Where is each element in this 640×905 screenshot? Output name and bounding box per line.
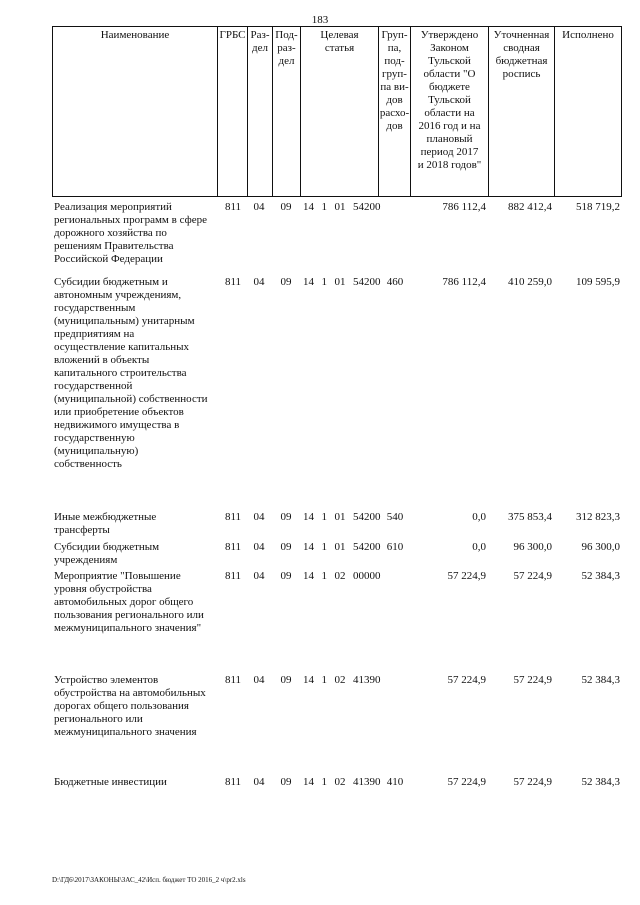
row-name: Субсидии бюджетным учреждениям <box>54 541 160 566</box>
row-refined: 882 412,4 <box>508 201 552 213</box>
header-razdel: Раз- дел <box>247 26 272 196</box>
row-grbs: 811 <box>224 276 242 288</box>
row-podrazdel: 09 <box>280 201 292 213</box>
row-name: Бюджетные инвестиции <box>54 776 167 788</box>
header-grbs: ГРБС <box>217 26 247 196</box>
row-executed: 96 300,0 <box>581 541 620 553</box>
header-gruppa-vidov-rashodov: Груп- па, под- груп- па ви- дов расхо- дов <box>378 26 410 196</box>
header-bottom-border <box>52 196 622 197</box>
row-approved: 786 112,4 <box>442 201 486 213</box>
row-vid-rashodov: 610 <box>386 541 404 553</box>
header-ispolneno: Исполнено <box>554 26 621 196</box>
row-name: Мероприятие "Повышение уровня обустройства автомобильных дорог общего пользования регионального или межмуниципального значения" <box>54 570 204 634</box>
row-celevaya-statya: 14 1 02 41390 <box>303 674 381 686</box>
row-celevaya-statya: 14 1 01 54200 <box>303 201 381 213</box>
row-razdel: 04 <box>253 570 265 582</box>
footer-file-path: D:\ГД6\2017\ЗАКОНЫ\ЗАС_42\Исп. бюджет ТО 2016_2 ч\pr2.xls <box>52 876 246 884</box>
row-approved: 786 112,4 <box>442 276 486 288</box>
row-executed: 52 384,3 <box>581 570 620 582</box>
row-razdel: 04 <box>253 201 265 213</box>
row-refined: 57 224,9 <box>513 776 552 788</box>
row-podrazdel: 09 <box>280 276 292 288</box>
row-approved: 57 224,9 <box>447 674 486 686</box>
row-celevaya-statya: 14 1 01 54200 <box>303 511 381 523</box>
row-vid-rashodov: 540 <box>386 511 404 523</box>
header-utverzhdeno: Утверждено Законом Тульской области "О бюджете Тульской области на 2016 год и на плановый период 2017 и 2018 годов" <box>410 26 488 196</box>
row-celevaya-statya: 14 1 01 54200 <box>303 541 381 553</box>
row-podrazdel: 09 <box>280 776 292 788</box>
row-razdel: 04 <box>253 776 265 788</box>
row-podrazdel: 09 <box>280 511 292 523</box>
row-vid-rashodov: 410 <box>386 776 404 788</box>
row-refined: 96 300,0 <box>513 541 552 553</box>
row-celevaya-statya: 14 1 01 54200 <box>303 276 381 288</box>
row-executed: 52 384,3 <box>581 674 620 686</box>
row-approved: 0,0 <box>472 541 486 553</box>
row-name: Иные межбюджетные трансферты <box>54 511 157 536</box>
row-refined: 375 853,4 <box>508 511 552 523</box>
header-podrazdel: Под- раз- дел <box>272 26 300 196</box>
row-refined: 410 259,0 <box>508 276 552 288</box>
row-grbs: 811 <box>224 541 242 553</box>
row-razdel: 04 <box>253 276 265 288</box>
row-celevaya-statya: 14 1 02 41390 <box>303 776 381 788</box>
row-approved: 0,0 <box>472 511 486 523</box>
row-razdel: 04 <box>253 541 265 553</box>
row-refined: 57 224,9 <box>513 674 552 686</box>
row-grbs: 811 <box>224 201 242 213</box>
row-celevaya-statya: 14 1 02 00000 <box>303 570 381 582</box>
header-right-border <box>621 26 622 196</box>
row-executed: 518 719,2 <box>576 201 620 213</box>
row-razdel: 04 <box>253 511 265 523</box>
row-refined: 57 224,9 <box>513 570 552 582</box>
row-approved: 57 224,9 <box>447 570 486 582</box>
row-podrazdel: 09 <box>280 674 292 686</box>
row-name: Субсидии бюджетным и автономным учреждениям, государственным (муниципальным) унитарным предприятиям на осуществление капитальных вложений в объекты капитального строительства государственной (муниципальной) собственности или приобретение объектов недвижимого имущества в государственную (муниципальную) собственность <box>54 276 208 470</box>
row-razdel: 04 <box>253 674 265 686</box>
row-approved: 57 224,9 <box>447 776 486 788</box>
header-name: Наименование <box>52 26 217 196</box>
row-name: Устройство элементов обустройства на автомобильных дорогах общего пользования регионального или межмуниципального значения <box>54 674 206 738</box>
row-vid-rashodov: 460 <box>386 276 404 288</box>
row-name: Реализация мероприятий региональных программ в сфере дорожного хозяйства по решениям Правительства Российской Федерации <box>54 201 207 265</box>
row-executed: 52 384,3 <box>581 776 620 788</box>
header-utochnennaya-rospis: Уточненная сводная бюджетная роспись <box>488 26 554 196</box>
row-executed: 312 823,3 <box>576 511 620 523</box>
row-podrazdel: 09 <box>280 570 292 582</box>
row-grbs: 811 <box>224 511 242 523</box>
page-number: 183 <box>311 14 329 26</box>
row-grbs: 811 <box>224 570 242 582</box>
row-executed: 109 595,9 <box>576 276 620 288</box>
row-grbs: 811 <box>224 776 242 788</box>
row-grbs: 811 <box>224 674 242 686</box>
row-podrazdel: 09 <box>280 541 292 553</box>
header-celevaya-statya: Целевая статья <box>300 26 378 196</box>
